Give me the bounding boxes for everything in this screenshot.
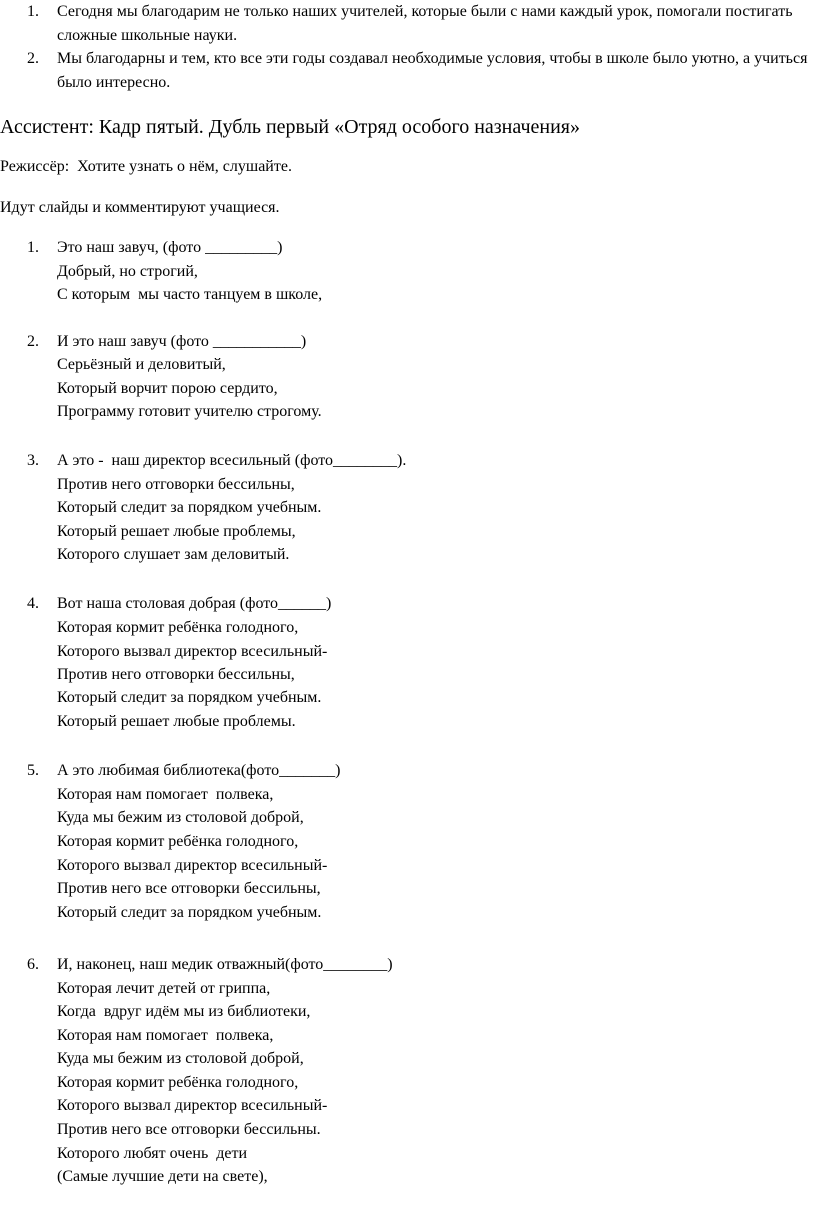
verse-line: Против него все отговорки бессильны,	[57, 880, 321, 897]
verse-line: Который следит за порядком учебным.	[57, 689, 322, 706]
verse-line: Который следит за порядком учебным.	[57, 499, 322, 516]
verse-line: Который ворчит порою сердито,	[57, 380, 278, 397]
verse-line: Которого вызвал директор всесильный-	[57, 643, 328, 660]
assistant-heading: Ассистент: Кадр пятый. Дубль первый «Отряд особого назначения»	[0, 116, 580, 138]
verse-line: Которого слушает зам деловитый.	[57, 546, 290, 563]
verse-line: И, наконец, наш медик отважный(фото________)	[57, 956, 393, 973]
verse-number: 4.	[27, 595, 39, 612]
list-number: 2.	[27, 50, 39, 67]
verse-line: Которая кормит ребёнка голодного,	[57, 833, 299, 850]
slides-line: Идут слайды и комментируют учащиеся.	[0, 199, 280, 216]
verse-line: Куда мы бежим из столовой доброй,	[57, 1050, 304, 1067]
verse-line: Против него все отговорки бессильны.	[57, 1121, 321, 1138]
verse-line: Которого вызвал директор всесильный-	[57, 857, 328, 874]
verse-line: Добрый, но строгий,	[57, 263, 198, 280]
verse-line: Которая кормит ребёнка голодного,	[57, 1074, 299, 1091]
verse-line: Который следит за порядком учебным.	[57, 904, 322, 921]
verse-number: 5.	[27, 762, 39, 779]
verse-line: Которого вызвал директор всесильный-	[57, 1097, 328, 1114]
director-line: Режиссёр: Хотите узнать о нём, слушайте.	[0, 158, 292, 175]
verse-line: А это - наш директор всесильный (фото________).	[57, 452, 407, 469]
verse-line: Которая кормит ребёнка голодного,	[57, 619, 299, 636]
verse-line: Которая лечит детей от гриппа,	[57, 980, 271, 997]
verse-line: Против него отговорки бессильны,	[57, 666, 295, 683]
verse-line: С которым мы часто танцуем в школе,	[57, 286, 323, 303]
verse-line: А это любимая библиотека(фото_______)	[57, 762, 341, 779]
list-item: Сегодня мы благодарим не только наших учителей, которые были с нами каждый урок, помогали постигать сложные школьные науки.	[57, 3, 793, 44]
verse-line: И это наш завуч (фото ___________)	[57, 333, 307, 350]
verse-line: Которая нам помогает полвека,	[57, 1027, 274, 1044]
verse-line: Куда мы бежим из столовой доброй,	[57, 809, 304, 826]
list-item: Мы благодарны и тем, кто все эти годы создавал необходимые условия, чтобы в школе было уютно, а учиться было интересно.	[57, 50, 808, 91]
verse-number: 2.	[27, 333, 39, 350]
verse-line: Программу готовит учителю строгому.	[57, 403, 322, 420]
verse-number: 6.	[27, 956, 39, 973]
verse-line: Которого любят очень дети	[57, 1145, 248, 1162]
verse-line: Это наш завуч, (фото _________)	[57, 239, 283, 256]
verse-line: Серьёзный и деловитый,	[57, 356, 226, 373]
list-number: 1.	[27, 3, 39, 20]
verse-line: Вот наша столовая добрая (фото______)	[57, 595, 332, 612]
verse-number: 3.	[27, 452, 39, 469]
verse-line: Который решает любые проблемы.	[57, 713, 296, 730]
verse-line: Когда вдруг идём мы из библиотеки,	[57, 1003, 311, 1020]
verse-number: 1.	[27, 239, 39, 256]
verse-line: Которая нам помогает полвека,	[57, 786, 274, 803]
verse-line: Который решает любые проблемы,	[57, 523, 296, 540]
verse-line: Против него отговорки бессильны,	[57, 476, 295, 493]
verse-line: (Самые лучшие дети на свете),	[57, 1168, 268, 1185]
